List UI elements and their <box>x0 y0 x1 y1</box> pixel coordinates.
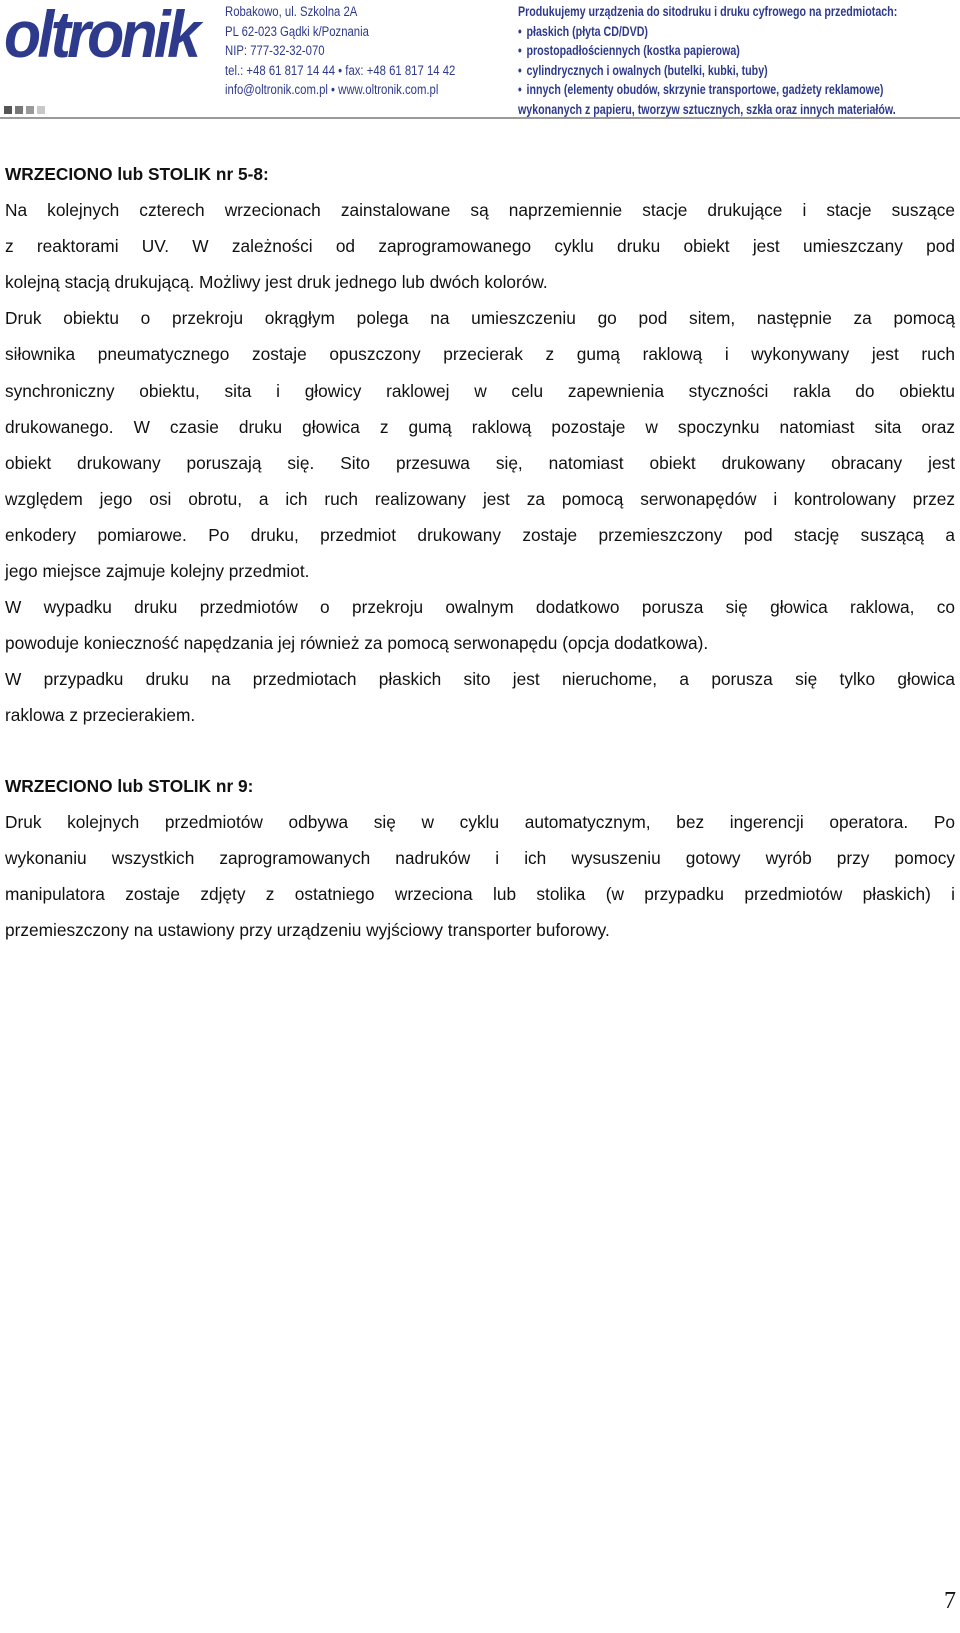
contact-email-web: info@oltronik.com.pl • www.oltronik.com.pl <box>225 82 439 98</box>
products-footer: wykonanych z papieru, tworzyw sztucznych, szkła oraz innych materiałów. <box>518 101 896 117</box>
paragraph-line: przemieszczony na ustawiony przy urządzeniu wyjściowy transporter buforowy. <box>5 919 610 940</box>
product-item: • cylindrycznych i owalnych (butelki, kubki, tuby) <box>518 61 897 81</box>
company-logo: oltronik <box>4 0 198 71</box>
paragraph-line: W przypadku druku na przedmiotach płaskich sito jest nieruchome, a porusza się tylko głowica <box>5 669 955 690</box>
product-item: • innych (elementy obudów, skrzynie transportowe, gadżety reklamowe) <box>518 80 897 100</box>
section-heading: WRZECIONO lub STOLIK nr 9: <box>5 775 254 796</box>
contact-block <box>225 2 455 100</box>
paragraph-line: raklowa z przecierakiem. <box>5 705 196 726</box>
contact-postal: PL 62-023 Gądki k/Poznania <box>225 23 369 39</box>
contact-nip: NIP: 777-32-32-070 <box>225 43 325 59</box>
paragraph-line: siłownika pneumatycznego zostaje opuszczony przecierak z gumą raklową i wykonywany jest ruch <box>5 344 955 365</box>
paragraph-line: z reaktorami UV. W zależności od zaprogramowanego cyklu druku obiekt jest umieszczany pod <box>5 236 955 257</box>
products-title: Produkujemy urządzenia do sitodruku i druku cyfrowego na przedmiotach: <box>518 4 898 19</box>
paragraph-line: Na kolejnych czterech wrzecionach zainstalowane są naprzemiennie stacje drukujące i stacje suszące <box>5 200 955 221</box>
paragraph-line: względem jego osi obrotu, a ich ruch realizowany jest za pomocą serwonapędów i kontrolowany przez <box>5 488 955 509</box>
section-spacer <box>5 734 955 768</box>
paragraph-line: wykonaniu wszystkich zaprogramowanych nadruków i ich wysuszeniu gotowy wyrób przy pomocy <box>5 847 955 868</box>
letterhead <box>0 0 960 122</box>
paragraph-line: powoduje konieczność napędzania jej również za pomocą serwonapędu (opcja dodatkowa). <box>5 633 709 654</box>
paragraph-line: enkodery pomiarowe. Po druku, przedmiot drukowany zostaje przemieszczony pod stację suszącą a <box>5 524 955 545</box>
document-body <box>5 156 955 948</box>
contact-address: Robakowo, ul. Szkolna 2A <box>225 4 358 19</box>
product-item: • płaskich (płyta CD/DVD) <box>518 22 897 42</box>
paragraph-line: Druk obiektu o przekroju okrągłym polega na umieszczeniu go pod sitem, następnie za pomocą <box>5 308 955 329</box>
logo-squares-decoration <box>4 106 45 114</box>
page-number: 7 <box>944 1588 956 1614</box>
contact-phone-fax: tel.: +48 61 817 14 44 • fax: +48 61 817 14 42 <box>225 62 456 78</box>
paragraph-line: drukowanego. W czasie druku głowica z gumą raklową pozostaje w spoczynku natomiast sita oraz <box>5 416 955 437</box>
paragraph-line: synchroniczny obiektu, sita i głowicy raklowej w celu zapewnienia styczności rakla do obiektu <box>5 380 955 401</box>
products-block <box>518 2 897 120</box>
product-item: • prostopadłościennych (kostka papierowa) <box>518 41 897 61</box>
header-divider <box>0 117 960 119</box>
paragraph-line: Druk kolejnych przedmiotów odbywa się w cyklu automatycznym, bez ingerencji operatora. Po <box>5 811 955 832</box>
paragraph-line: jego miejsce zajmuje kolejny przedmiot. <box>5 561 310 582</box>
paragraph-line: manipulatora zostaje zdjęty z ostatniego wrzeciona lub stolika (w przypadku przedmiotów płaskich) i <box>5 883 955 904</box>
section-heading: WRZECIONO lub STOLIK nr 5-8: <box>5 164 269 184</box>
paragraph-line: kolejną stacją drukującą. Możliwy jest druk jednego lub dwóch kolorów. <box>5 272 548 293</box>
paragraph-line: obiekt drukowany poruszają się. Sito przesuwa się, natomiast obiekt drukowany obracany jest <box>5 452 955 473</box>
paragraph-line: W wypadku druku przedmiotów o przekroju owalnym dodatkowo porusza się głowica raklowa, co <box>5 597 955 618</box>
